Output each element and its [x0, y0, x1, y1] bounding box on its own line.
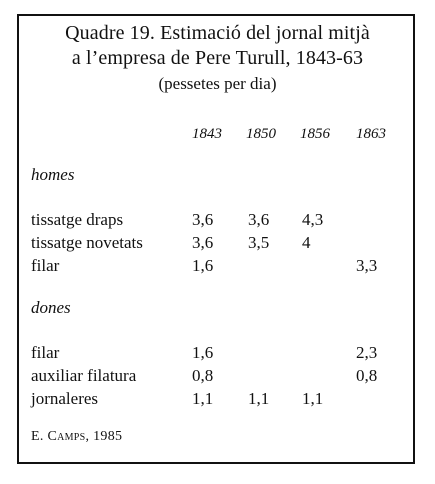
source-note [31, 428, 122, 446]
source-prefix: E. C [31, 429, 58, 444]
cell-value: 1,6 [192, 343, 214, 362]
group-heading-dones: dones [31, 298, 71, 317]
cell-value: 0,8 [192, 366, 214, 385]
cell-value: 0,8 [356, 366, 378, 385]
cell-value: 1,1 [302, 389, 324, 408]
cell-value: 2,3 [356, 343, 378, 362]
cell-value: 3,5 [248, 233, 270, 252]
table-title-line2: a l’empresa de Pere Turull, 1843-63 [71, 47, 364, 69]
source-year: , 1985 [85, 429, 123, 444]
row-label: auxiliar filatura [31, 366, 137, 385]
year-header-1850: 1850 [246, 126, 276, 142]
cell-value: 3,6 [192, 233, 214, 252]
row-label: tissatge novetats [31, 233, 143, 252]
row-label: filar [31, 343, 60, 362]
cell-value: 1,1 [248, 389, 270, 408]
table-subtitle: (pessetes per dia) [158, 74, 277, 93]
source-name: amps [57, 429, 86, 444]
cell-value: 1,1 [192, 389, 214, 408]
year-header-1856: 1856 [300, 126, 330, 142]
year-header-1843: 1843 [192, 126, 222, 142]
row-label: jornaleres [31, 389, 99, 408]
year-header-1863: 1863 [356, 126, 386, 142]
cell-value: 3,6 [192, 210, 214, 229]
cell-value: 1,6 [192, 256, 214, 275]
cell-value: 3,3 [356, 256, 378, 275]
cell-value: 4,3 [302, 210, 324, 229]
row-label: tissatge draps [31, 210, 124, 229]
cell-value: 3,6 [248, 210, 270, 229]
group-heading-homes: homes [31, 165, 75, 184]
row-label: filar [31, 256, 60, 275]
cell-value: 4 [302, 233, 311, 252]
table-title: Quadre 19. Estimació del jornal mitjà [65, 22, 370, 44]
